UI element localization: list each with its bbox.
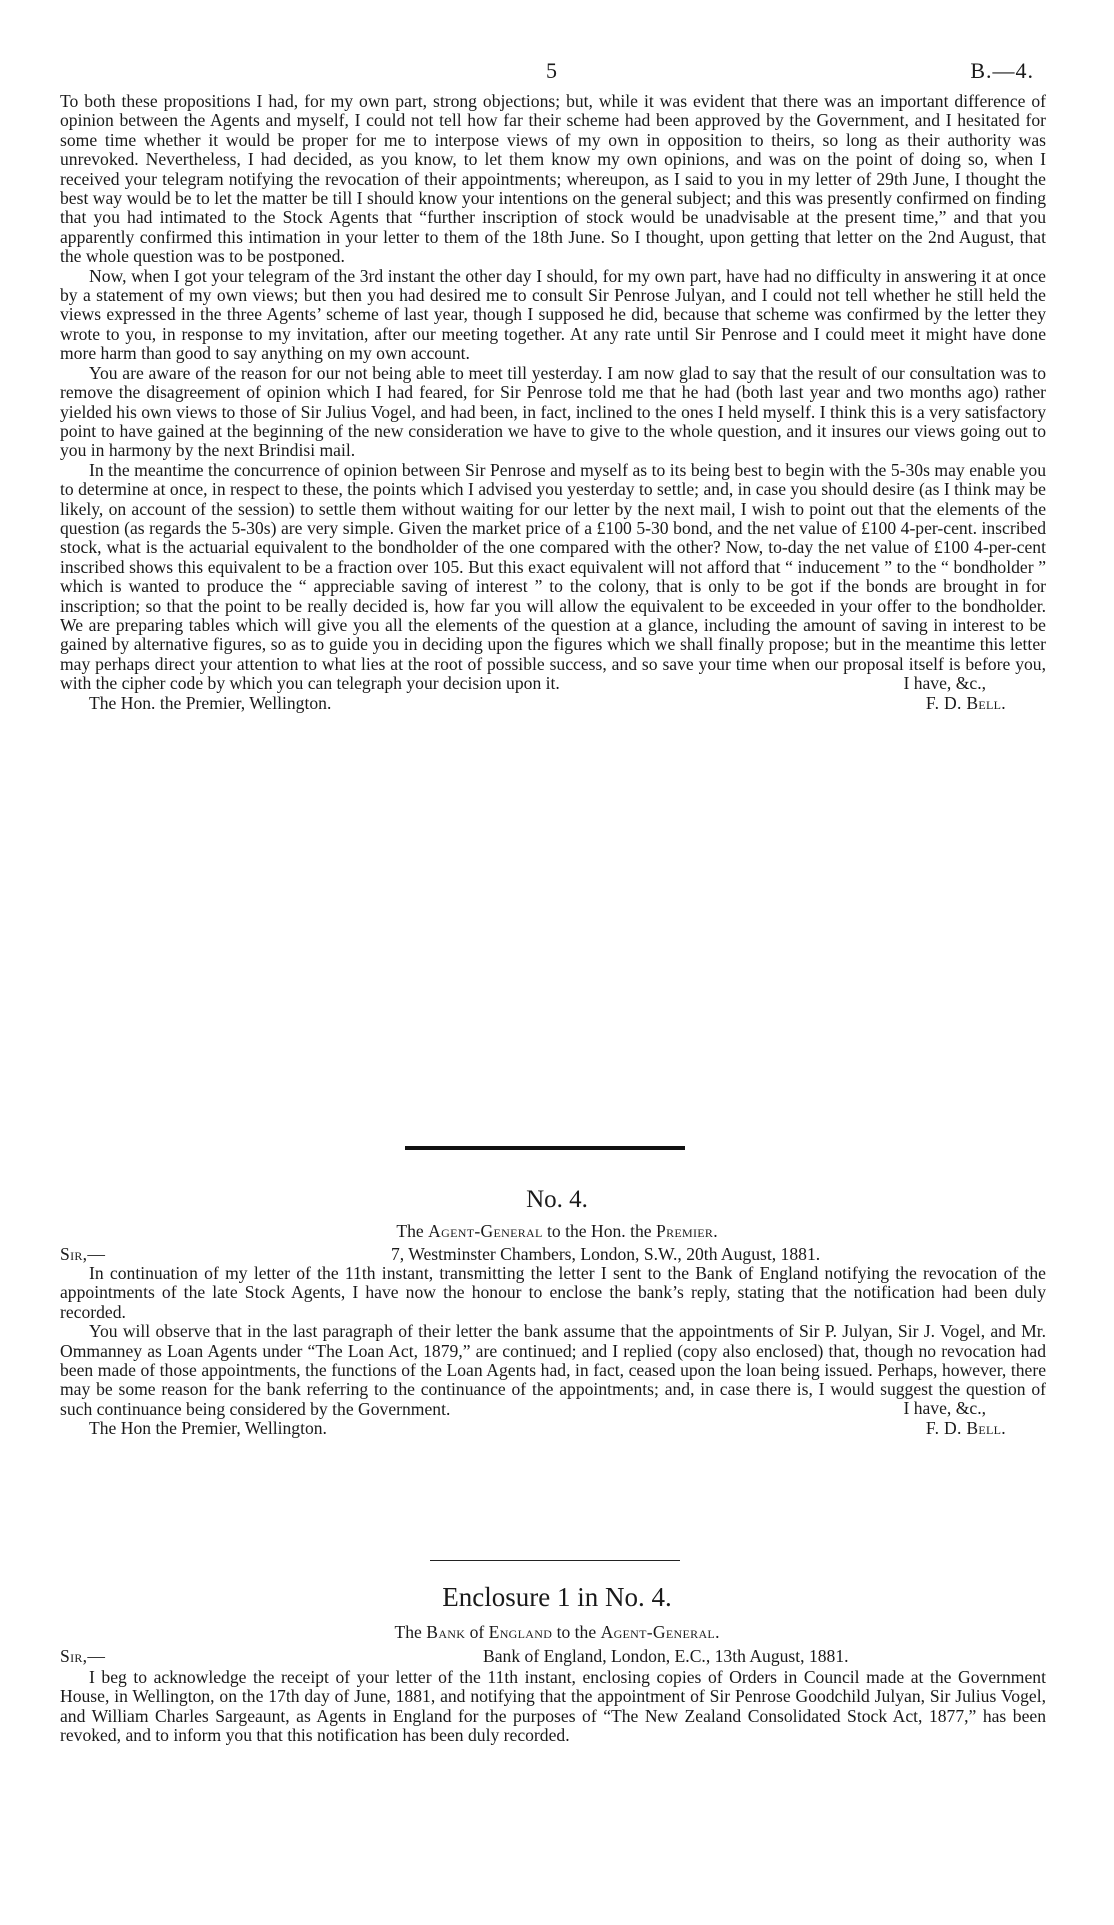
letter-4-body <box>60 1264 1046 1439</box>
signature: F. D. Bell. <box>925 692 1006 713</box>
paragraph: In continuation of my letter of the 11th instant, transmitting the letter I sent to the Bank of England notifying the revocation of the appointments of the late Stock Agents, I have now the honour to enclose the bank’s reply, stating that the notification had been duly recorded. <box>60 1263 1046 1322</box>
enclosure-heading: Enclosure 1 in No. 4. <box>442 1582 672 1612</box>
sign-off: I have, &c., <box>903 672 986 693</box>
letter-4-heading: No. 4. <box>526 1186 588 1213</box>
sender-address: 7, Westminster Chambers, London, S.W., 20th August, 1881. <box>391 1244 821 1264</box>
closing-line <box>60 1398 1046 1439</box>
paragraph: You will observe that in the last paragraph of their letter the bank assume that the appointments of Sir P. Julyan, Sir J. Vogel, and Mr. Ommanney as Loan Agents under “The Loan Act, 1879,” are continued; and I replied (copy also enclosed) that, though no revocation had been made of those appointments, the functions of the Loan Agents had, in fact, ceased upon the loan being issued. Perhaps, however, there may be some reason for the bank referring to the continuance of the appointments; and, in case there is, I would suggest the question of such continuance being considered by the Government. <box>60 1321 1046 1419</box>
paragraph: Now, when I got your telegram of the 3rd instant the other day I should, for my own part, have had no difficulty in answering it at once by a statement of my own views; but then you had desired me to consult Sir Penrose Julyan, and I could not tell whether he still held the views expressed in the three Agents’ scheme of last year, though I supposed he did, because that scheme was confirmed by the letter they wrote to you, in response to my invitation, after our meeting together. At any rate until Sir Penrose and I could meet it might have done more harm than good to say anything on my own account. <box>60 265 1046 364</box>
signature: F. D. Bell. <box>925 1418 1006 1439</box>
recipient-name: Premier <box>656 1221 714 1241</box>
sender-name: Bank <box>426 1622 466 1642</box>
letter-3-body <box>60 92 1046 714</box>
addressee: The Hon. the Premier, Wellington. <box>89 692 332 713</box>
paragraph: I beg to acknowledge the receipt of your letter of the 11th instant, enclosing copies of Orders in Council made at the Government House, in Wellington, on the 17th day of June, 1881, and notifying that the appointment of Sir Penrose Goodchild Julyan, Sir Julius Vogel, and William Charles Sargeaunt, as Agents in England for the purposes of “The New Zealand Consolidated Stock Act, 1877,” has been revoked, and to inform you that this notification has been duly recorded. <box>60 1667 1046 1746</box>
sender-address: Bank of England, London, E.C., 13th August, 1881. <box>483 1646 849 1666</box>
enclosure-salutation-line <box>60 1646 1046 1666</box>
sender-name: England <box>488 1622 553 1642</box>
enclosure-subheading: The Bank of England to the Agent-General. <box>394 1622 720 1642</box>
addressee: The Hon the Premier, Wellington. <box>89 1418 327 1439</box>
sign-off: I have, &c., <box>903 1398 986 1419</box>
paragraph: You are aware of the reason for our not being able to meet till yesterday. I am now glad to say that the result of our consultation was to remove the disagreement of opinion which I had feared, for Sir Penrose told me that he had (both last year and two months ago) rather yielded his own views to those of Sir Julius Vogel, and had been, in fact, inclined to the ones I held myself. I think this is a very satisfactory point to have gained at the beginning of the new consideration we have to give to the whole question, and it insures our views going out to you in harmony by the next Brindisi mail. <box>60 362 1046 461</box>
letter-4-subheading: The Agent-General to the Hon. the Premier. <box>396 1221 718 1241</box>
page-header <box>0 58 1114 88</box>
document-reference: B.—4. <box>970 58 1034 83</box>
enclosure-body <box>60 1668 1046 1746</box>
letter-4-salutation-line <box>60 1244 1046 1264</box>
salutation: Sir,— <box>60 1244 106 1264</box>
closing-line <box>60 672 1046 714</box>
paragraph: To both these propositions I had, for my own part, strong objections; but, while it was evident that there was an important difference of opinion between the Agents and myself, I could not tell how far their scheme had been approved by the Government, and I hesitated for some time whether it would be proper for me to interpose views of my own in opposition to theirs, so long as their authority was unrevoked. Nevertheless, I had decided, as you know, to let them know my own opinions, and was on the point of doing so, when I received your telegram notifying the revocation of their appointments; whereupon, as I said to you in my letter of 29th June, I thought the best way would be to let the matter be till I should know your intentions on the general subject; and this was presently confirmed on finding that you had intimated to the Stock Agents that “further inscription of stock would be unadvisable at the present time,” and that you apparently confirmed this intimation in your letter to them of the 18th June. So I thought, upon getting that letter on the 2nd August, that the whole question was to be postponed. <box>60 91 1046 267</box>
page-number: 5 <box>546 58 557 83</box>
section-divider <box>405 1146 685 1150</box>
salutation: Sir,— <box>60 1646 106 1666</box>
sender-name: Agent-General <box>428 1221 543 1241</box>
recipient-name: Agent-General <box>600 1622 716 1642</box>
paragraph: In the meantime the concurrence of opinion between Sir Penrose and myself as to its being best to begin with the 5-30s may enable you to determine at once, in respect to these, the points which I advised you yesterday to settle; and, in case you should desire (as I think may be likely, on account of the session) to settle them without waiting for our letter by the next mail, I wish to point out that the elements of the question (as regards the 5-30s) are very simple. Given the market price of a £100 5-30 bond, and the net value of £100 4-per-cent. inscribed stock, what is the actuarial equivalent to the bondholder of the one compared with the other? Now, to-day the net value of £100 4-per-cent inscribed shows this equivalent to be a fraction over 105. But this exact equivalent will not afford that “ inducement ” to the “ bondholder ” which is wanted to produce the “ appreciable saving of interest ” to the colony, that is only to be got if the bonds are brought in for inscription; so that the point to be really decided is, how far you will allow the equivalent to be exceeded in your offer to the bondholder. We are preparing tables which will give you all the elements of the question at a glance, including the amount of saving in interest to be gained by alternative figures, so as to guide you in deciding upon the figures which we shall finally propose; but in the meantime this letter may perhaps direct your attention to what lies at the root of possible success, and so save your time when our proposal itself is before you, with the cipher code by which you can telegraph your decision upon it. <box>60 459 1046 694</box>
section-divider <box>430 1560 680 1561</box>
